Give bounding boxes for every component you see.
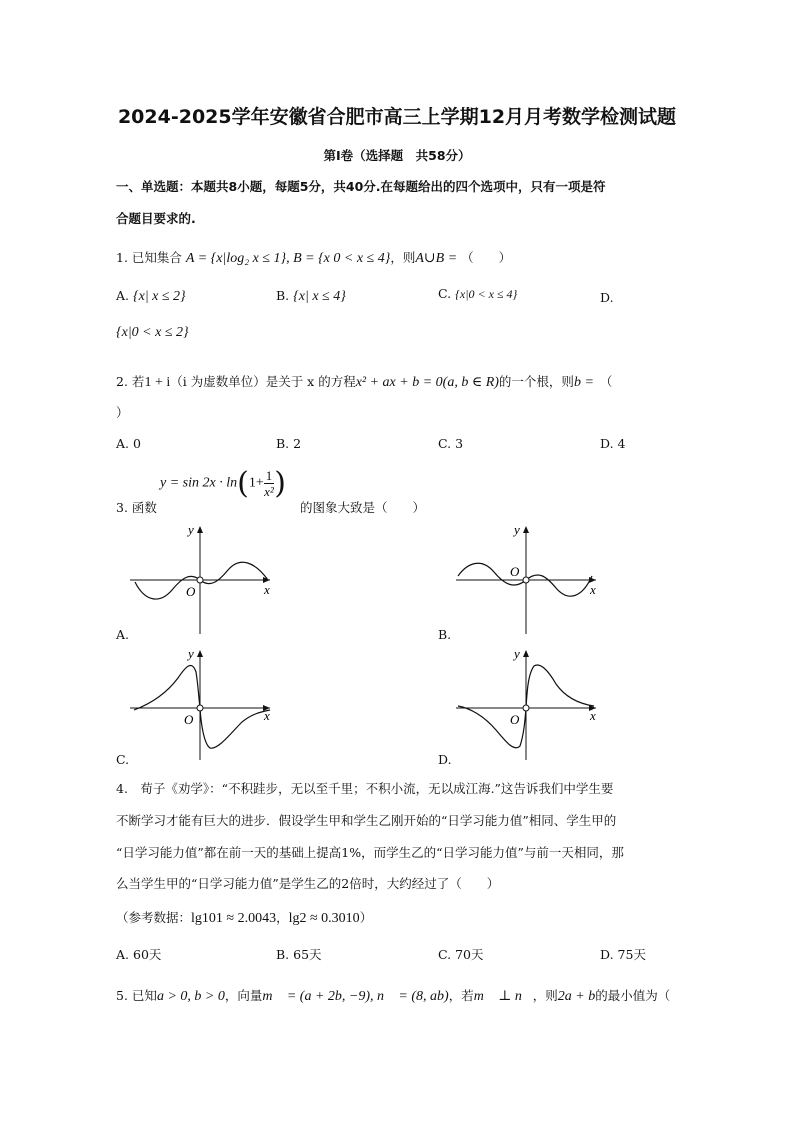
page-title: 2024-2025学年安徽省合肥市高三上学期12月月考数学检测试题 bbox=[117, 106, 677, 128]
graph-a bbox=[120, 518, 290, 640]
graph-b bbox=[446, 518, 616, 640]
y-axis-arrow bbox=[197, 526, 203, 533]
math-expression: A∪B = bbox=[415, 251, 458, 266]
question-text: 已知集合 bbox=[131, 250, 182, 265]
hole-point bbox=[197, 577, 203, 583]
question-5: 5. 已知a > 0, b > 0，向量m⃗ = (a + 2b, −9), n⃗ = (8, ab)，若m⃗ ⊥ n⃗，则2a + b的最小值为（ bbox=[116, 988, 671, 1004]
question-4-reference: （参考数据：lg101 ≈ 2.0043，lg2 ≈ 0.3010） bbox=[116, 910, 373, 926]
graph-b-label: B. bbox=[438, 627, 452, 642]
q1-option-d-label: D. bbox=[600, 290, 614, 305]
question-number: 1. bbox=[116, 250, 128, 265]
instructions-line-1: 一、单选题：本题共8小题，每题5分，共40分.在每题给出的四个选项中，只有一项是符 bbox=[116, 179, 606, 194]
graph-c-label: C. bbox=[116, 752, 130, 767]
question-1 bbox=[116, 248, 511, 267]
math-expression: A = {x|log₂ x ≤ 1}, B = {x 0 < x ≤ 4} bbox=[185, 251, 391, 266]
q2-option-c: C. 3 bbox=[438, 436, 464, 451]
instructions-line-2: 合题目要求的. bbox=[116, 211, 196, 226]
question-text: ，则 bbox=[390, 250, 416, 265]
q4-option-d: D. 75天 bbox=[600, 947, 646, 962]
svg-text:x: x bbox=[590, 708, 596, 723]
svg-text:y: y bbox=[188, 646, 194, 661]
q1-option-a: A. {x| x ≤ 2} bbox=[116, 288, 186, 304]
q2-option-a: A. 0 bbox=[116, 436, 141, 451]
svg-text:x: x bbox=[264, 708, 270, 723]
answer-blank: （ ） bbox=[461, 250, 512, 265]
axis-label-x: x bbox=[264, 582, 270, 597]
question-4-line-1: 4. 荀子《劝学》：“不积跬步，无以至千里；不积小流，无以成江海.”这告诉我们中学生要 bbox=[116, 781, 614, 796]
graph-d bbox=[446, 644, 616, 766]
q4-option-b: B. 65天 bbox=[276, 947, 322, 962]
q2-option-d: D. 4 bbox=[600, 436, 626, 451]
question-3-formula: y = sin 2x · ln(1+ $\frac{1}{\text{x²}}$ ) bbox=[160, 466, 286, 501]
svg-text:y: y bbox=[514, 646, 520, 661]
question-4-line-3: “日学习能力值”都在前一天的基础上提高1%，而学生乙的“日学习能力值”与前一天相同，那 bbox=[116, 845, 624, 860]
question-4-line-2: 不断学习才能有巨大的进步．假设学生甲和学生乙刚开始的“日学习能力值”相同、学生甲的 bbox=[116, 813, 617, 828]
graph-c bbox=[120, 644, 290, 766]
question-3-text: 的图象大致是（ ） bbox=[300, 500, 426, 515]
q1-option-d: {x|0 < x ≤ 2} bbox=[116, 325, 189, 340]
q1-option-b: B. {x| x ≤ 4} bbox=[276, 288, 346, 304]
section-subtitle: 第Ⅰ卷（选择题 共58分） bbox=[323, 148, 471, 163]
graph-d-label: D. bbox=[438, 752, 452, 767]
origin-label: O bbox=[186, 584, 196, 599]
q4-option-a: A. 60天 bbox=[116, 947, 162, 962]
graph-a-label: A. bbox=[116, 627, 130, 642]
question-2-close: ） bbox=[116, 405, 129, 420]
question-2: 2. 若1 + i（i 为虚数单位）是关于 x 的方程x² + ax + b = 0(a, b ∈ R)的一个根，则b = （ bbox=[116, 374, 613, 390]
svg-text:O: O bbox=[510, 712, 520, 727]
question-4-line-4: 么当学生甲的“日学习能力值”是学生乙的2倍时，大约经过了（ ） bbox=[116, 876, 500, 891]
svg-text:O: O bbox=[184, 712, 194, 727]
svg-text:O: O bbox=[510, 564, 520, 579]
svg-text:y: y bbox=[514, 522, 520, 537]
q1-option-c: C. {x|0 < x ≤ 4} bbox=[438, 286, 518, 301]
svg-text:x: x bbox=[590, 582, 596, 597]
axis-label-y: y bbox=[188, 522, 194, 537]
q2-option-b: B. 2 bbox=[276, 436, 302, 451]
question-3-label: 3. 函数 bbox=[116, 500, 157, 515]
q4-option-c: C. 70天 bbox=[438, 947, 484, 962]
